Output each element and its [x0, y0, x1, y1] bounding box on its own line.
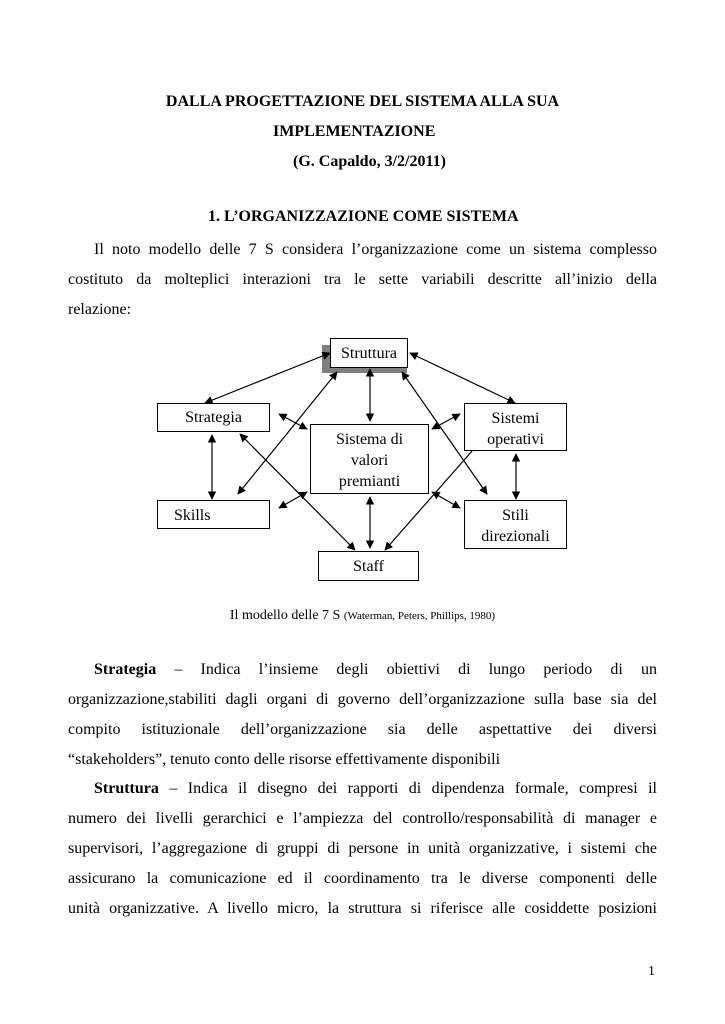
caption-main: Il modello delle 7 S	[229, 608, 341, 623]
intro-line: relazione:	[68, 301, 132, 318]
body-line: assicurano la comunicazione ed il coordinamento tra le diverse componenti delle	[68, 870, 657, 887]
strategia-text: – Indica l’insieme degli obiettivi di lungo periodo di un	[156, 661, 657, 678]
section-heading: 1. L’ORGANIZZAZIONE COME SISTEMA	[208, 208, 519, 225]
document-title-line2: IMPLEMENTAZIONE	[273, 123, 436, 140]
node-label: Stili	[502, 507, 529, 524]
document-title-line1: DALLA PROGETTAZIONE DEL SISTEMA ALLA SUA	[165, 93, 560, 110]
node-sistema-valori	[310, 424, 429, 494]
body-line	[68, 774, 657, 804]
node-label: Skills	[174, 507, 211, 524]
struttura-paragraph	[68, 774, 657, 924]
node-sistemi-operativi	[464, 403, 567, 451]
node-label: Strategia	[185, 409, 242, 426]
node-label: Sistemi	[491, 410, 540, 427]
author-date: (G. Capaldo, 3/2/2011)	[293, 153, 446, 170]
page-number: 1	[648, 964, 655, 979]
body-line	[68, 655, 657, 685]
node-struttura	[330, 338, 408, 368]
body-line: supervisori, l’aggregazione di gruppi di persone in unità organizzative, i sistemi che	[68, 840, 657, 857]
node-label: premianti	[338, 473, 401, 490]
node-label: direzionali	[481, 528, 550, 545]
arrow-skills-valori	[279, 492, 307, 508]
arrow-struttura-sistemi	[410, 353, 515, 403]
arrow-struttura-strategia	[205, 353, 330, 403]
node-label: Staff	[353, 558, 384, 575]
intro-line: Il noto modello delle 7 S considera l’organizzazione come un sistema complesso	[94, 241, 657, 258]
node-label: Sistema di	[335, 431, 404, 448]
node-skills	[157, 500, 270, 529]
node-label: valori	[350, 452, 389, 469]
term-struttura: Struttura	[94, 780, 159, 797]
strategia-paragraph	[68, 655, 657, 775]
body-line: unità organizzative. A livello micro, la struttura si riferisce alle cosiddette posizioni	[68, 900, 657, 917]
node-strategia	[157, 403, 270, 432]
struttura-text: – Indica il disegno dei rapporti di dipendenza formale, compresi il	[158, 780, 657, 797]
arrow-stili-valori	[432, 492, 460, 508]
node-label: Struttura	[341, 345, 397, 362]
body-line: “stakeholders”, tenuto conto delle risorse effettivamente disponibili	[68, 751, 501, 768]
node-label: operativi	[487, 431, 544, 448]
term-strategia: Strategia	[94, 661, 157, 678]
node-staff	[318, 551, 419, 581]
intro-line: costituto da molteplici interazioni tra le sette variabili descritte all’inizio della	[68, 271, 657, 288]
body-line: organizzazione,stabiliti dagli organi di governo dell’organizzazione sulla base sia del	[68, 691, 657, 708]
caption-source: (Waterman, Peters, Phillips, 1980)	[343, 610, 496, 622]
node-stili-direzionali	[464, 500, 567, 549]
body-line: numero dei livelli gerarchici e l’ampiezza del controllo/responsabilità di manager e	[68, 810, 657, 827]
figure-caption	[0, 608, 725, 624]
body-line: compito istituzionale dell’organizzazione sia delle aspettattive dei diversi	[68, 721, 657, 738]
